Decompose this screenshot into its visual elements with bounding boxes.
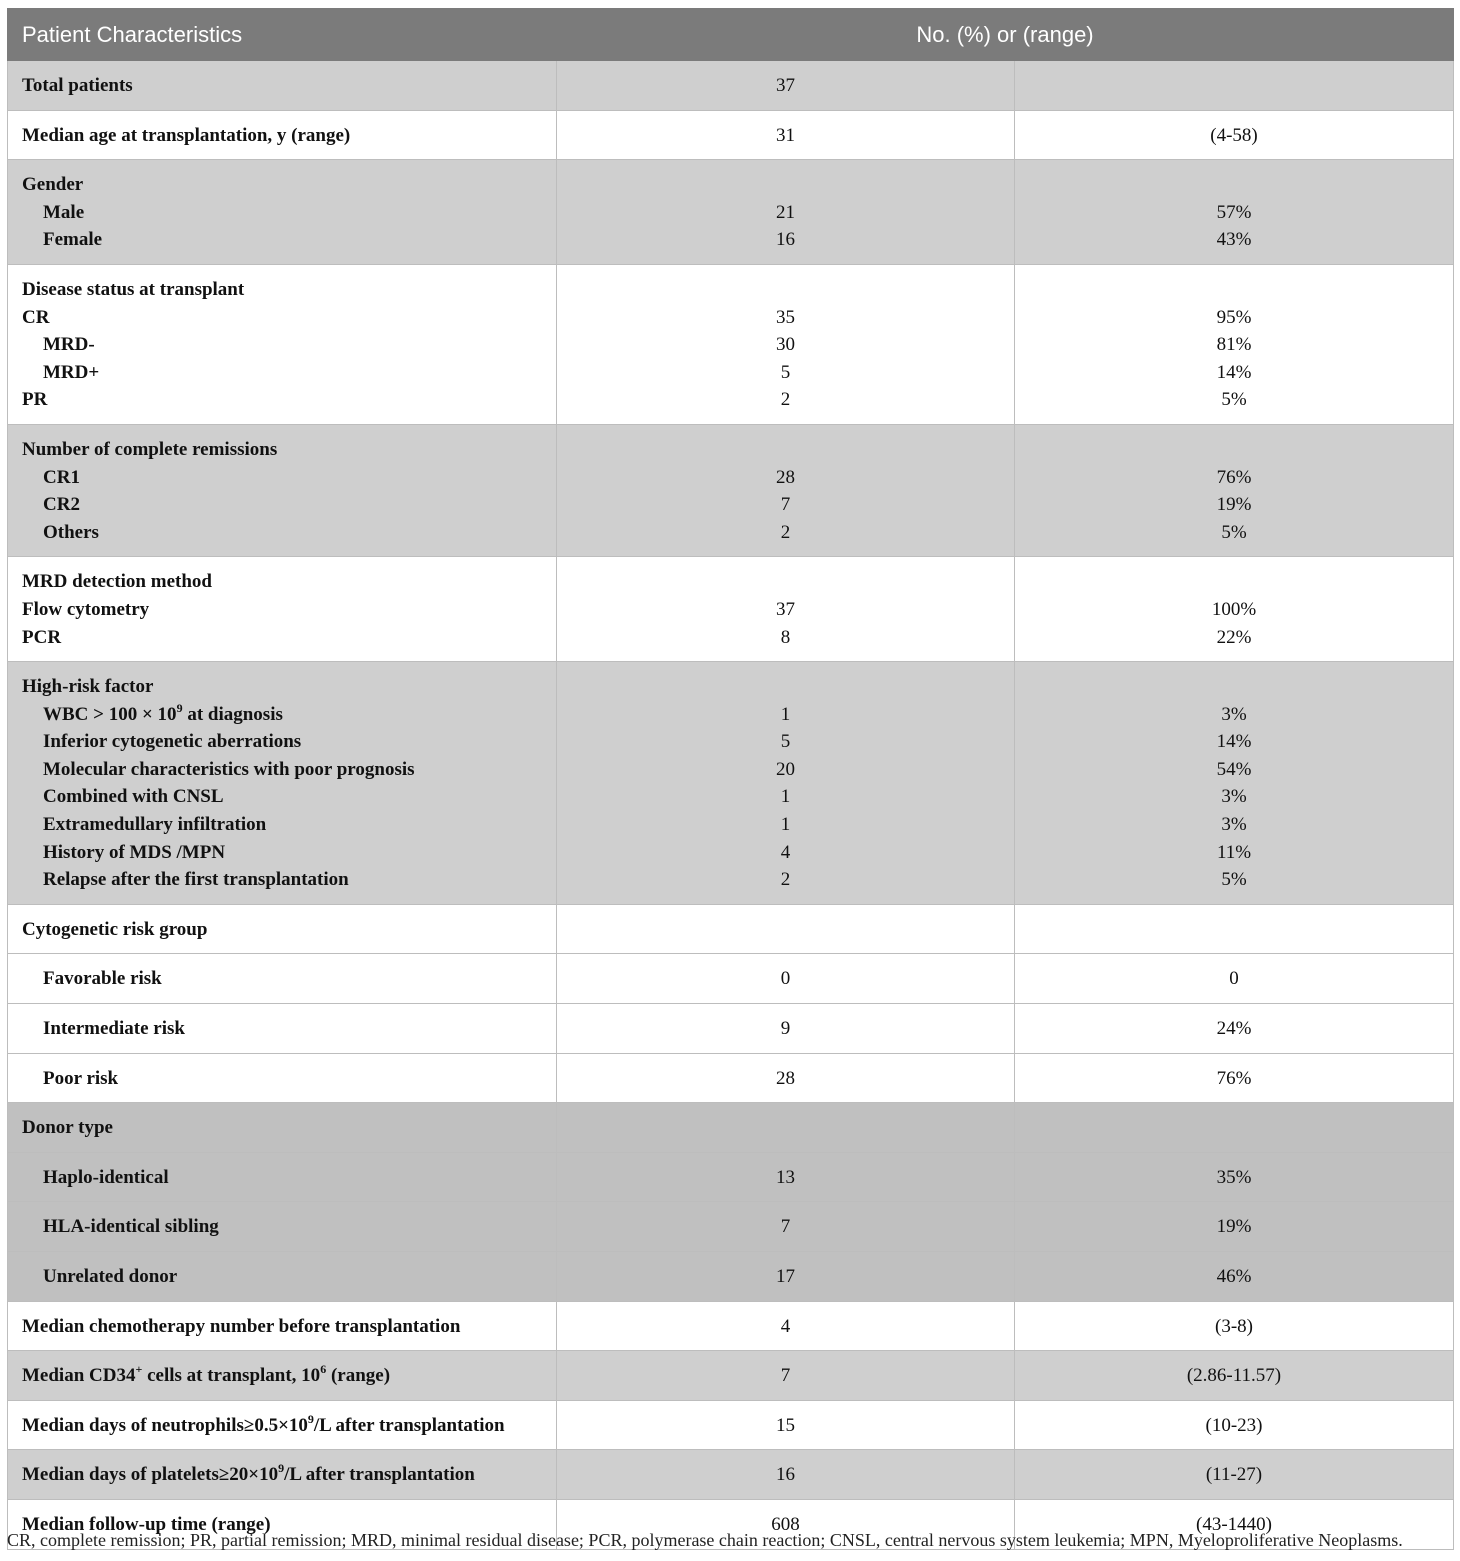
value-median-cd34: 7 bbox=[780, 1365, 791, 1387]
percent-molecular-poor-prognosis: 54% bbox=[1216, 758, 1252, 780]
cell-percent bbox=[1015, 1053, 1454, 1103]
cell-percent bbox=[1015, 904, 1454, 954]
cell-count bbox=[557, 954, 1015, 1004]
cell-label bbox=[8, 160, 557, 265]
label-female: Female bbox=[43, 229, 103, 251]
cell-label bbox=[8, 954, 557, 1004]
cell-label bbox=[8, 110, 557, 160]
label-median-follow-up: Median follow-up time (range) bbox=[22, 1513, 271, 1535]
cell-count bbox=[557, 1103, 1015, 1153]
cell-label bbox=[8, 1400, 557, 1450]
cell-count bbox=[557, 1301, 1015, 1351]
label-inferior-cytogenetic: Inferior cytogenetic aberrations bbox=[43, 731, 302, 753]
table-footnote: CR, complete remission; PR, partial remission; MRD, minimal residual disease; PCR, polymerase chain reaction; CNSL, central nervous system leukemia; MPN, Myeloproliferative Neoplasms. bbox=[7, 1530, 1403, 1550]
cell-percent bbox=[1015, 1252, 1454, 1302]
row-donor-type-title bbox=[8, 1103, 1454, 1153]
cell-label bbox=[8, 662, 557, 905]
range-median-cd34: (2.86-11.57) bbox=[1186, 1365, 1282, 1387]
cell-count bbox=[557, 61, 1015, 111]
label-wbc: WBC > $100 \times 10^9$ at diagnosis bbox=[43, 700, 283, 725]
row-hla-identical-sibling bbox=[8, 1202, 1454, 1252]
value-median-platelets: 16 bbox=[776, 1464, 795, 1486]
group-title-cytogenetic-risk: Cytogenetic risk group bbox=[22, 918, 208, 940]
cell-count bbox=[557, 557, 1015, 662]
percent-cr2: 19% bbox=[1216, 494, 1252, 516]
cell-percent bbox=[1015, 1202, 1454, 1252]
value-flow-cytometry: 37 bbox=[776, 598, 795, 620]
cell-percent bbox=[1015, 954, 1454, 1004]
cell-label bbox=[8, 264, 557, 424]
cell-count bbox=[557, 1053, 1015, 1103]
row-median-neutrophils bbox=[8, 1400, 1454, 1450]
table-header-row bbox=[8, 9, 1454, 61]
label-haplo-identical: Haplo-identical bbox=[43, 1166, 169, 1188]
row-haplo-identical bbox=[8, 1152, 1454, 1202]
cell-range bbox=[1015, 1351, 1454, 1401]
cell-label bbox=[8, 1301, 557, 1351]
label-male: Male bbox=[43, 201, 85, 223]
percent-hla-identical-sibling: 19% bbox=[1216, 1216, 1252, 1238]
percent-male: 57% bbox=[1216, 201, 1252, 223]
cell-label bbox=[8, 1053, 557, 1103]
percent-total-patients bbox=[1019, 72, 1449, 100]
percent-combined-cnsl: 3% bbox=[1221, 786, 1247, 808]
percent-cr1: 76% bbox=[1216, 466, 1252, 488]
value-molecular-poor-prognosis: 20 bbox=[776, 758, 795, 780]
cell-range bbox=[1015, 1450, 1454, 1500]
value-median-follow-up: 608 bbox=[771, 1513, 800, 1535]
row-median-cd34 bbox=[8, 1351, 1454, 1401]
percent-unrelated-donor: 46% bbox=[1216, 1266, 1252, 1287]
value-intermediate-risk: 9 bbox=[780, 1018, 791, 1040]
value-wbc: 1 bbox=[780, 703, 791, 725]
range-median-follow-up: (43-1440) bbox=[1196, 1513, 1272, 1535]
value-favorable-risk: 0 bbox=[780, 968, 791, 990]
label-cr: CR bbox=[22, 306, 50, 328]
label-molecular-poor-prognosis: Molecular characteristics with poor prognosis bbox=[43, 758, 415, 780]
label-flow-cytometry: Flow cytometry bbox=[22, 598, 150, 620]
cell-percent bbox=[1015, 557, 1454, 662]
cell-percent bbox=[1015, 1004, 1454, 1054]
label-cr1: CR1 bbox=[43, 466, 80, 488]
cell-label bbox=[8, 424, 557, 556]
value-pr: 2 bbox=[780, 389, 791, 411]
cell-count bbox=[557, 662, 1015, 905]
value-unrelated-donor: 17 bbox=[776, 1266, 795, 1287]
cell-range bbox=[1015, 110, 1454, 160]
percent-pr: 5% bbox=[1221, 389, 1247, 411]
value-total-patients: 37 bbox=[776, 75, 795, 96]
row-favorable-risk bbox=[8, 954, 1454, 1004]
cell-label bbox=[8, 1450, 557, 1500]
cell-count bbox=[557, 1202, 1015, 1252]
cell-count bbox=[557, 264, 1015, 424]
label-cr2: CR2 bbox=[43, 494, 80, 516]
row-intermediate-risk bbox=[8, 1004, 1454, 1054]
cell-label bbox=[8, 1103, 557, 1153]
value-extramedullary: 1 bbox=[780, 814, 791, 836]
cell-count bbox=[557, 1252, 1015, 1302]
cell-count bbox=[557, 1152, 1015, 1202]
label-median-cd34: Median CD34+ cells at transplant, $10^6$ (range) bbox=[22, 1362, 391, 1387]
value-mrd-positive: 5 bbox=[780, 361, 791, 383]
group-title-mrd-detection: MRD detection method bbox=[22, 571, 212, 593]
value-cr1: 28 bbox=[776, 466, 795, 488]
range-median-neutrophils: (10-23) bbox=[1205, 1414, 1263, 1436]
cell-count bbox=[557, 1351, 1015, 1401]
cell-label bbox=[8, 61, 557, 111]
group-title-disease-status: Disease status at transplant bbox=[22, 278, 245, 300]
label-median-neutrophils: Median days of $neutrophils\ge 0.5\times 10^9/L$ after transplantation bbox=[22, 1411, 505, 1436]
group-title-complete-remissions: Number of complete remissions bbox=[22, 438, 278, 460]
label-median-chemotherapy: Median chemotherapy number before transplantation bbox=[22, 1315, 461, 1337]
label-hla-identical-sibling: HLA-identical sibling bbox=[43, 1216, 219, 1238]
value-hla-identical-sibling: 7 bbox=[780, 1216, 791, 1238]
cell-label bbox=[8, 1351, 557, 1401]
cell-label bbox=[8, 1004, 557, 1054]
range-median-chemotherapy: (3-8) bbox=[1215, 1315, 1253, 1337]
cell-percent bbox=[1015, 264, 1454, 424]
cell-percent bbox=[1015, 424, 1454, 556]
label-poor-risk: Poor risk bbox=[43, 1067, 119, 1089]
percent-pcr: 22% bbox=[1216, 626, 1252, 648]
cell-label bbox=[8, 904, 557, 954]
percent-cr: 95% bbox=[1216, 306, 1252, 328]
row-group-high-risk bbox=[8, 662, 1454, 905]
label-unrelated-donor: Unrelated donor bbox=[43, 1266, 178, 1287]
row-group-mrd-detection bbox=[8, 557, 1454, 662]
cell-count bbox=[557, 1400, 1015, 1450]
percent-extramedullary: 3% bbox=[1221, 814, 1247, 836]
cell-range bbox=[1015, 1301, 1454, 1351]
group-title-high-risk: High-risk factor bbox=[22, 676, 154, 698]
row-total-patients bbox=[8, 61, 1454, 111]
cell-percent bbox=[1015, 662, 1454, 905]
row-median-chemotherapy bbox=[8, 1301, 1454, 1351]
cell-percent bbox=[1015, 61, 1454, 111]
cell-label bbox=[8, 1202, 557, 1252]
label-pr: PR bbox=[22, 389, 48, 411]
label-intermediate-risk: Intermediate risk bbox=[43, 1018, 185, 1040]
label-extramedullary: Extramedullary infiltration bbox=[43, 814, 267, 836]
row-group-complete-remissions bbox=[8, 424, 1454, 556]
percent-intermediate-risk: 24% bbox=[1216, 1018, 1252, 1040]
value-history-mds-mpn: 4 bbox=[780, 841, 791, 863]
value-poor-risk: 28 bbox=[776, 1067, 795, 1089]
value-male: 21 bbox=[776, 201, 795, 223]
cell-count bbox=[557, 1450, 1015, 1500]
label-median-age: Median age at transplantation, y (range) bbox=[22, 124, 351, 146]
label-median-platelets: Median days of $platelets\ge 20\times 10^9/L$ after transplantation bbox=[22, 1461, 475, 1486]
cell-percent bbox=[1015, 1152, 1454, 1202]
percent-history-mds-mpn: 11% bbox=[1216, 841, 1252, 863]
label-pcr: PCR bbox=[22, 626, 62, 648]
value-median-neutrophils: 15 bbox=[776, 1414, 795, 1436]
label-relapse: Relapse after the first transplantation bbox=[43, 869, 349, 891]
label-mrd-negative: MRD- bbox=[43, 334, 95, 356]
value-combined-cnsl: 1 bbox=[780, 786, 791, 808]
value-median-age: 31 bbox=[776, 124, 795, 146]
percent-relapse: 5% bbox=[1221, 869, 1247, 891]
percent-female: 43% bbox=[1216, 229, 1252, 251]
percent-wbc: 3% bbox=[1221, 703, 1247, 725]
cell-label bbox=[8, 557, 557, 662]
header-no-percent-range: No. (%) or (range) bbox=[557, 9, 1454, 61]
group-title-gender: Gender bbox=[22, 174, 84, 196]
range-median-platelets: (11-27) bbox=[1205, 1464, 1263, 1486]
header-patient-characteristics: Patient Characteristics bbox=[8, 9, 557, 61]
percent-inferior-cytogenetic: 14% bbox=[1216, 731, 1252, 753]
label-favorable-risk: Favorable risk bbox=[43, 968, 162, 990]
row-cytogenetic-risk-title bbox=[8, 904, 1454, 954]
cell-count bbox=[557, 110, 1015, 160]
percent-others: 5% bbox=[1221, 521, 1247, 543]
row-unrelated-donor bbox=[8, 1252, 1454, 1302]
row-median-age bbox=[8, 110, 1454, 160]
group-title-donor-type: Donor type bbox=[22, 1117, 113, 1139]
percent-haplo-identical: 35% bbox=[1216, 1166, 1252, 1188]
percent-mrd-positive: 14% bbox=[1216, 361, 1252, 383]
cell-label bbox=[8, 1252, 557, 1302]
value-cr: 35 bbox=[776, 306, 795, 328]
value-female: 16 bbox=[776, 229, 795, 251]
percent-favorable-risk: 0 bbox=[1229, 968, 1239, 990]
label-mrd-positive: MRD+ bbox=[43, 361, 100, 383]
value-cr2: 7 bbox=[780, 494, 791, 516]
row-group-disease-status bbox=[8, 264, 1454, 424]
patient-characteristics-table bbox=[7, 8, 1454, 1550]
row-poor-risk bbox=[8, 1053, 1454, 1103]
value-haplo-identical: 13 bbox=[776, 1166, 795, 1188]
cell-count bbox=[557, 904, 1015, 954]
cell-percent bbox=[1015, 1103, 1454, 1153]
cell-range bbox=[1015, 1400, 1454, 1450]
row-median-platelets bbox=[8, 1450, 1454, 1500]
cell-label bbox=[8, 1152, 557, 1202]
label-others: Others bbox=[43, 521, 99, 543]
percent-mrd-negative: 81% bbox=[1216, 334, 1252, 356]
cell-percent bbox=[1015, 160, 1454, 265]
value-inferior-cytogenetic: 5 bbox=[780, 731, 791, 753]
cell-count bbox=[557, 1004, 1015, 1054]
percent-poor-risk: 76% bbox=[1216, 1067, 1252, 1089]
label-total-patients: Total patients bbox=[22, 75, 133, 96]
value-median-chemotherapy: 4 bbox=[780, 1315, 791, 1337]
label-combined-cnsl: Combined with CNSL bbox=[43, 786, 224, 808]
label-history-mds-mpn: History of MDS /MPN bbox=[43, 841, 226, 863]
row-group-gender bbox=[8, 160, 1454, 265]
percent-flow-cytometry: 100% bbox=[1211, 598, 1257, 620]
value-others: 2 bbox=[780, 521, 791, 543]
value-mrd-negative: 30 bbox=[776, 334, 795, 356]
cell-count bbox=[557, 424, 1015, 556]
range-median-age: (4-58) bbox=[1210, 124, 1258, 146]
cell-count bbox=[557, 160, 1015, 265]
value-relapse: 2 bbox=[780, 869, 791, 891]
value-pcr: 8 bbox=[780, 626, 791, 648]
